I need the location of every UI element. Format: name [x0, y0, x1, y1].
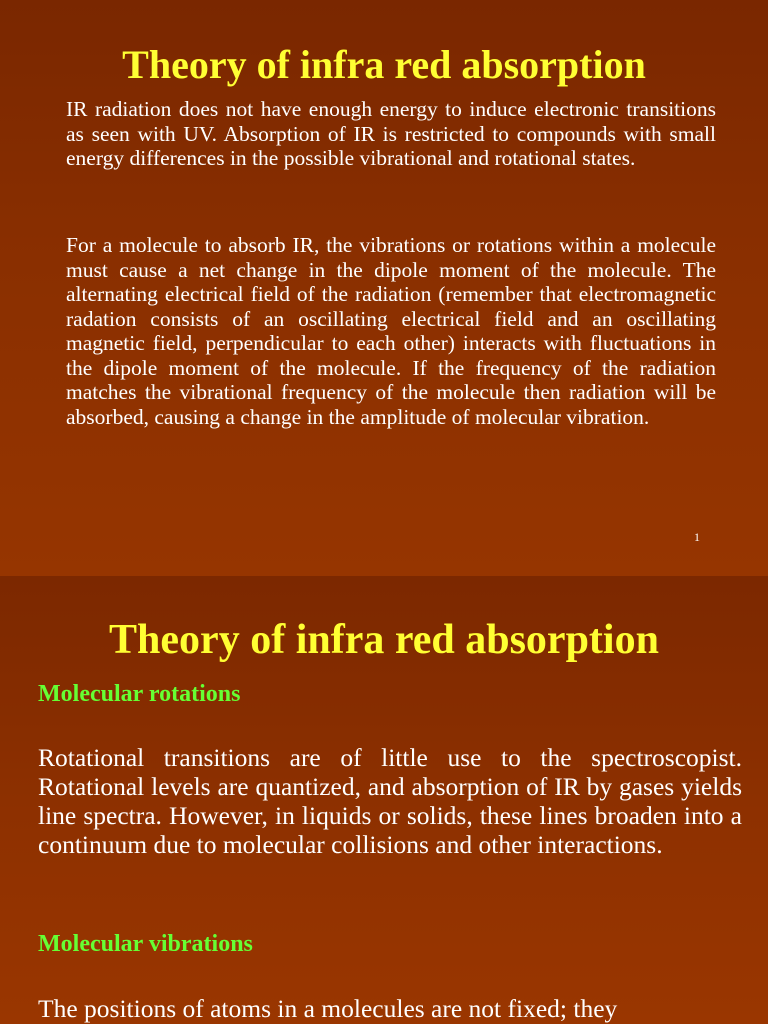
- section-heading-molecular-rotations: Molecular rotations: [38, 681, 241, 707]
- slide-1-paragraph-1: IR radiation does not have enough energy to induce electronic transitions as seen with UV. Absorption of IR is restricted to compounds with small energy differences in the possible vibrational and rotational states.: [66, 97, 716, 170]
- slide-1-paragraph-2: For a molecule to absorb IR, the vibrations or rotations within a molecule must cause a net change in the dipole moment of the molecule. The alternating electrical field of the radiation (remember that electromagnetic radation consists of an oscillating electrical field and an oscillating magnetic field, perpendicular to each other) interacts with fluctuations in the dipole moment of the molecule. If the frequency of the radiation matches the vibrational frequency of the molecule then radiation will be absorbed, causing a change in the amplitude of molecular vibration.: [66, 233, 716, 429]
- slide-2-paragraph-vibrations: The positions of atoms in a molecules are not fixed; they: [38, 994, 618, 1023]
- slide-1-title: Theory of infra red absorption: [122, 42, 646, 87]
- section-heading-molecular-vibrations: Molecular vibrations: [38, 931, 253, 957]
- slide-2-title: Theory of infra red absorption: [109, 617, 659, 663]
- slide-1-page-number: 1: [694, 530, 700, 544]
- slide-2-paragraph-rotations: Rotational transitions are of little use to the spectroscopist. Rotational levels are quantized, and absorption of IR by gases yields line spectra. However, in liquids or solids, these lines broaden into a continuum due to molecular collisions and other interactions.: [38, 743, 742, 859]
- slide-2: [0, 576, 768, 1024]
